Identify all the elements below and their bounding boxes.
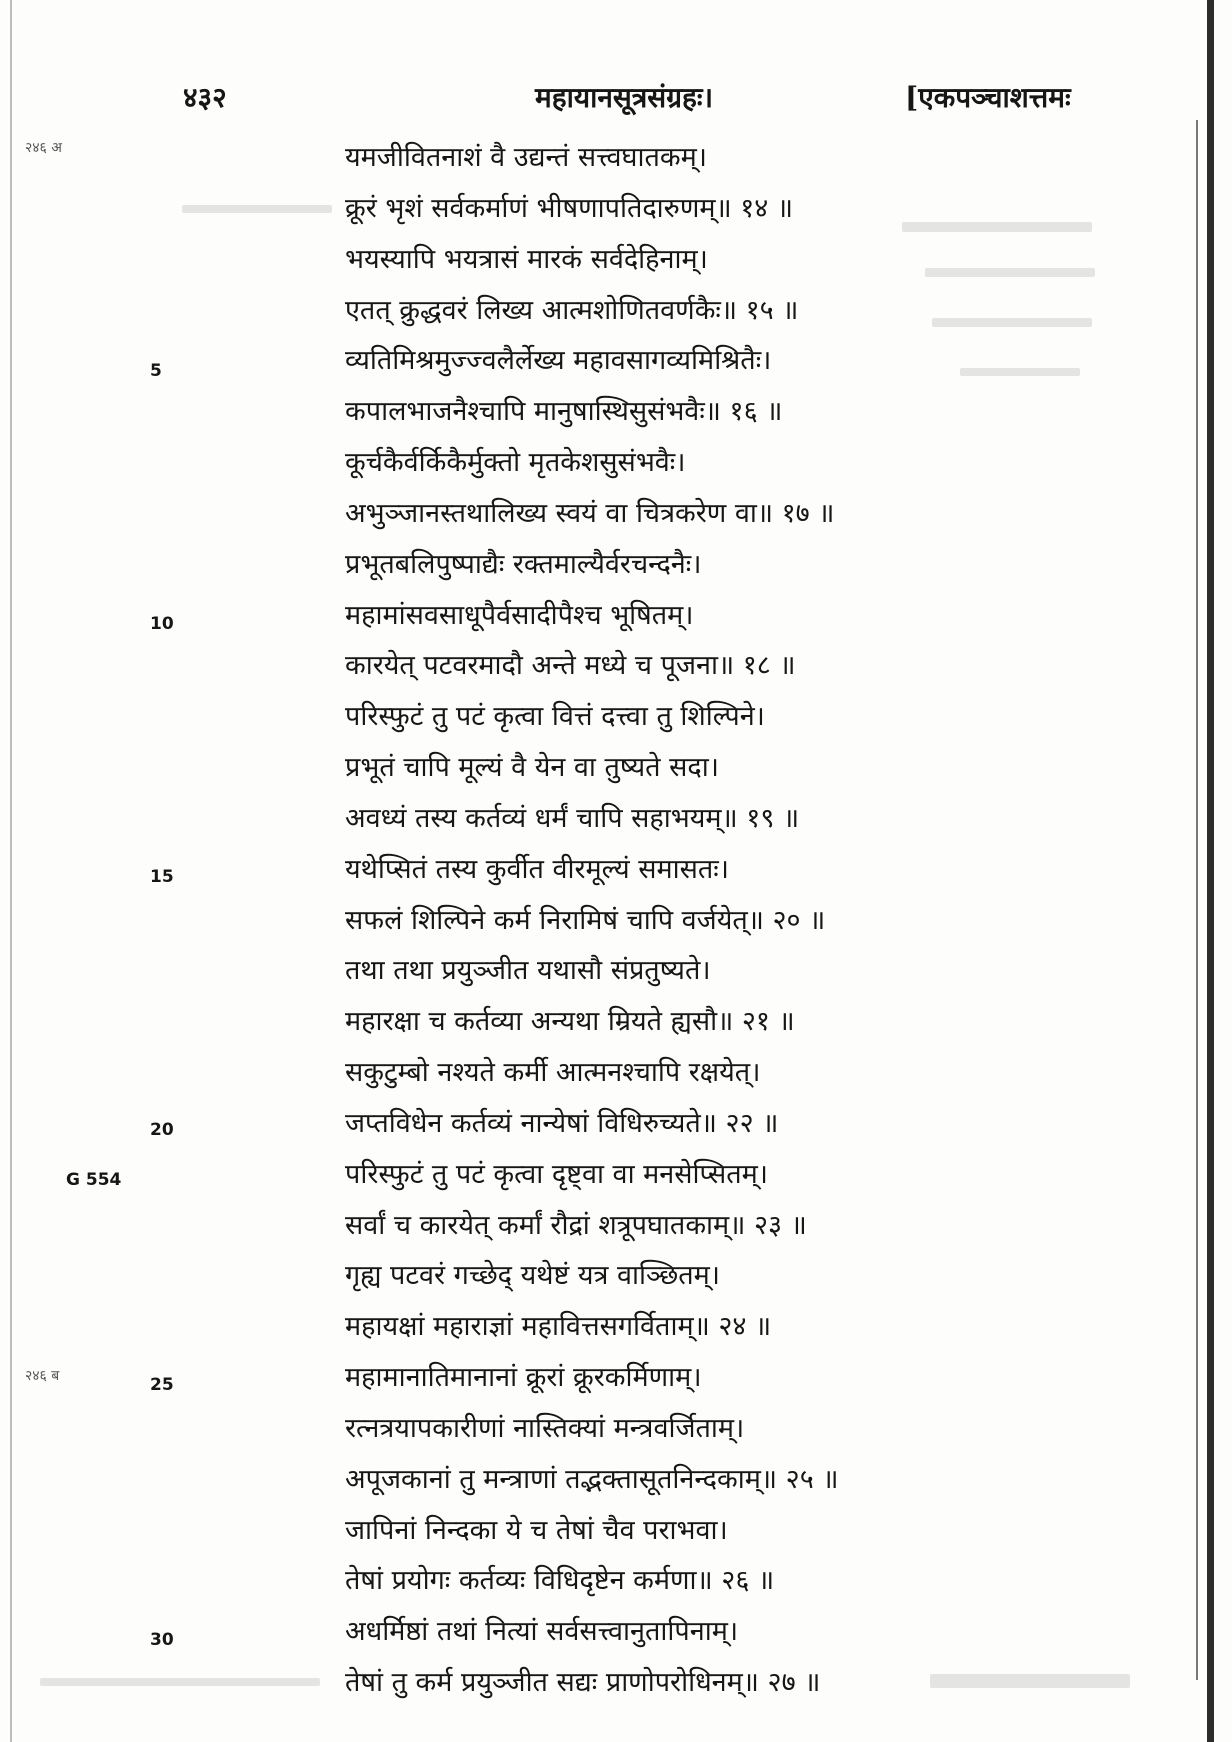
verse-line: सर्वां च कारयेत् कर्मां रौद्रां शत्रूपघातकाम्॥ २३ ॥ [345, 1210, 807, 1241]
print-smudge [930, 1674, 1130, 1688]
print-smudge [902, 222, 1092, 232]
verse-line: अवध्यं तस्य कर्तव्यं धर्मं चापि सहाभयम्॥ १९ ॥ [345, 803, 800, 834]
running-title: महायानसूत्रसंग्रहः। [535, 81, 714, 114]
page-binding-edge [1207, 0, 1214, 1742]
verse-line: परिस्फुटं तु पटं कृत्वा दृष्ट्वा वा मनसेप्सितम्। [345, 1159, 769, 1190]
verse-line: सफलं शिल्पिने कर्म निरामिषं चापि वर्जयेत्॥ २० ॥ [345, 905, 826, 936]
verse-line: यथेप्सितं तस्य कुर्वीत वीरमूल्यं समासतः। [345, 854, 729, 885]
verse-line: रत्नत्रयापकारीणां नास्तिक्यां मन्त्रवर्जिताम्। [345, 1413, 745, 1444]
verse-line: जापिनां निन्दका ये च तेषां चैव पराभवा। [345, 1515, 728, 1546]
verse-line: तथा तथा प्रयुञ्जीत यथासौ संप्रतुष्यते। [345, 955, 711, 986]
print-smudge [932, 318, 1092, 327]
page-header [0, 78, 1232, 122]
verse-line: कूर्चकैर्वर्किकैर्मुक्तो मृतकेशसुसंभवैः। [345, 447, 686, 478]
verse-line: गृह्य पटवरं गच्छेद् यथेष्टं यत्र वाञ्छितम्। [345, 1260, 721, 1291]
print-smudge [960, 368, 1080, 376]
verse-line: सकुटुम्बो नश्यते कर्मी आत्मनश्चापि रक्षयेत्। [345, 1057, 761, 1088]
verse-line: अभुञ्जानस्तथालिख्य स्वयं वा चित्रकरेण वा॥ १७ ॥ [345, 498, 835, 529]
verse-line: महारक्षा च कर्तव्या अन्यथा म्रियते ह्यसौ॥ २१ ॥ [345, 1006, 795, 1037]
verse-line: महामांसवसाधूपैर्वसादीपैश्च भूषितम्। [345, 600, 694, 631]
print-smudge [182, 205, 332, 213]
verse-line: महायक्षां महाराज्ञां महावित्तसगर्विताम्॥ २४ ॥ [345, 1311, 772, 1342]
page-number: ४३२ [183, 81, 227, 114]
manuscript-folio-mark: २४६ अ [25, 140, 62, 156]
verse-line: तेषां प्रयोगः कर्तव्यः विधिदृष्टेन कर्मणा॥ २६ ॥ [345, 1565, 775, 1596]
verse-line: कारयेत् पटवरमादौ अन्ते मध्ये च पूजना॥ १८ ॥ [345, 650, 796, 681]
verse-line: प्रभूतबलिपुष्पाद्यैः रक्तमाल्यैर्वरचन्दनैः। [345, 549, 702, 580]
page-edge-left [10, 0, 12, 1742]
page-binding-shadow [1196, 120, 1198, 1680]
line-number: 15 [150, 867, 174, 887]
verse-line: भयस्यापि भयत्रासं मारकं सर्वदेहिनाम्। [345, 244, 708, 275]
verse-line: अधर्मिष्ठां तथां नित्यां सर्वसत्त्वानुतापिनाम्। [345, 1616, 739, 1647]
verse-line: तेषां तु कर्म प्रयुञ्जीत सद्यः प्राणोपरोधिनम्॥ २७ ॥ [345, 1667, 821, 1698]
manuscript-folio-mark: २४६ ब [25, 1368, 60, 1384]
verse-line: अपूजकानां तु मन्त्राणां तद्भक्तासूतनिन्दकाम्॥ २५ ॥ [345, 1464, 839, 1495]
verse-line: महामानातिमानानां क्रूरां क्रूरकर्मिणाम्। [345, 1362, 702, 1393]
verse-line: परिस्फुटं तु पटं कृत्वा वित्तं दत्त्वा तु शिल्पिने। [345, 701, 765, 732]
verse-line: प्रभूतं चापि मूल्यं वै येन वा तुष्यते सदा। [345, 752, 719, 783]
verse-line: यमजीवितनाशं वै उद्यन्तं सत्त्वघातकम्। [345, 142, 707, 173]
verse-line: कपालभाजनैश्चापि मानुषास्थिसुसंभवैः॥ १६ ॥ [345, 396, 783, 427]
line-number: 25 [150, 1375, 174, 1395]
line-number: 30 [150, 1630, 174, 1650]
verse-line: क्रूरं भृशं सर्वकर्माणं भीषणापतिदारुणम्॥ १४ ॥ [345, 193, 794, 224]
chapter-mark: [एकपञ्चाशत्तमः [905, 81, 1071, 114]
print-smudge [40, 1678, 320, 1686]
verse-line: व्यतिमिश्रमुज्ज्वलैर्लेख्य महावसागव्यमिश्रितैः। [345, 345, 772, 376]
manuscript-reference: G 554 [66, 1170, 122, 1190]
line-number: 5 [150, 361, 162, 381]
line-number: 20 [150, 1120, 174, 1140]
verse-line: जप्तविधेन कर्तव्यं नान्येषां विधिरुच्यते॥ २२ ॥ [345, 1108, 779, 1139]
verse-line: एतत् क्रुद्धवरं लिख्य आत्मशोणितवर्णकैः॥ १५ ॥ [345, 295, 799, 326]
print-smudge [925, 268, 1095, 277]
line-number: 10 [150, 614, 174, 634]
